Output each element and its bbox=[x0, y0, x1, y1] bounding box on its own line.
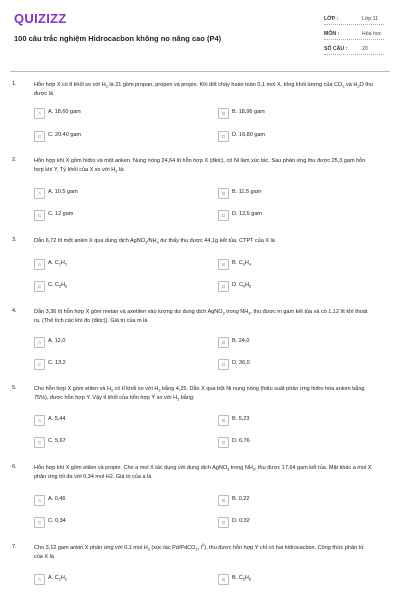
option-letter-box: A bbox=[34, 259, 45, 270]
option-c[interactable] bbox=[34, 359, 184, 371]
option-label: B. 18,96 gam bbox=[232, 109, 265, 115]
option-letter-box: D bbox=[218, 359, 229, 370]
option-label: A. 10,5 gam bbox=[48, 189, 78, 195]
meta-subject-value: Hóa học bbox=[362, 31, 382, 37]
option-letter-box: C bbox=[34, 210, 45, 221]
option-d[interactable] bbox=[218, 210, 368, 222]
option-a[interactable] bbox=[34, 415, 184, 427]
option-letter-box: D bbox=[218, 281, 229, 292]
option-b[interactable] bbox=[218, 495, 368, 507]
option-label: D. 0,32 bbox=[232, 518, 250, 524]
quizizz-logo: QUIZIZZ bbox=[14, 11, 67, 26]
question-text: Dẫn 6,72 lít một ankin X qua dung dịch $AgNO_3/NH_3$ dư thấy thu được 44,1g kết tủa. CTPT của X là bbox=[34, 238, 275, 245]
meta-subject-label: MÔN : bbox=[324, 31, 340, 37]
question-number: 7. bbox=[12, 544, 17, 550]
question-text: Hỗn hợp khí X gồm etilen và propin. Cho a mol X tác dụng với dung dịch AgNO$_3$ trong $NH_3$, thu được 17,64 gam kết tủa. Mặt khác a mol X phản ứng tối đa với 0,34 mol H2. Giá trị của a là bbox=[34, 465, 372, 480]
option-label: D. 12,5 gam bbox=[232, 211, 262, 217]
question-number: 3. bbox=[12, 237, 17, 243]
option-d[interactable] bbox=[218, 437, 368, 449]
option-label: C. 0,34 bbox=[48, 518, 66, 524]
option-label: D. 6,76 bbox=[232, 438, 250, 444]
option-label: B. 24,0 bbox=[232, 338, 250, 344]
option-letter-box: C bbox=[34, 359, 45, 370]
question-text: Hỗn hợp khí X gồm hiđro và một anken. Nung nóng 24,64 lít hỗn hợp X (đktc), có Ni làm xúc tác. Sau phản ứng thu được 25,3 gam hỗn hợp khí Y. Tỷ khối của X so với $H_2$ là: bbox=[34, 158, 366, 173]
option-letter-box: D bbox=[218, 131, 229, 142]
option-label: D. 36,0 bbox=[232, 360, 250, 366]
option-label: A. $C_2H_2$ bbox=[48, 575, 67, 582]
option-letter-box: B bbox=[218, 108, 229, 119]
option-label: A. 0,46 bbox=[48, 496, 66, 502]
option-a[interactable] bbox=[34, 108, 184, 120]
option-c[interactable] bbox=[34, 517, 184, 529]
option-label: B. $C_3H_4$ bbox=[232, 260, 251, 267]
option-label: C. 20,40 gam bbox=[48, 132, 82, 138]
option-c[interactable] bbox=[34, 131, 184, 143]
option-a[interactable] bbox=[34, 495, 184, 507]
meta-count-value: 20 bbox=[362, 46, 368, 52]
option-letter-box: D bbox=[218, 210, 229, 221]
question-number: 5. bbox=[12, 385, 17, 391]
option-letter-box: C bbox=[34, 437, 45, 448]
option-label: C. 13,2 bbox=[48, 360, 66, 366]
meta-divider bbox=[324, 24, 384, 25]
option-label: A. 12,0 bbox=[48, 338, 66, 344]
option-letter-box: B bbox=[218, 337, 229, 348]
option-label: B. $C_5H_8$ bbox=[232, 575, 251, 582]
meta-grade-value: Lớp 11 bbox=[362, 16, 378, 22]
option-c[interactable] bbox=[34, 281, 184, 293]
option-label: B. 0,22 bbox=[232, 496, 250, 502]
option-letter-box: B bbox=[218, 259, 229, 270]
option-letter-box: D bbox=[218, 517, 229, 528]
option-label: A. 5,44 bbox=[48, 416, 66, 422]
option-letter-box: D bbox=[218, 437, 229, 448]
option-c[interactable] bbox=[34, 437, 184, 449]
page-header bbox=[0, 0, 400, 72]
option-label: C. 5,67 bbox=[48, 438, 66, 444]
option-label: C. 12 gam bbox=[48, 211, 74, 217]
question-text: Dẫn 3,36 lít hỗn hợp X gồm metan và axetilen vào lượng dư dung dịch AgNO$_3$ trong $NH_3$, thu được m gam kết tủa và có 1,12 lít khí thoát ra. (Thể tích các khí đo (đktc)). Giá trị của m là bbox=[34, 309, 368, 324]
option-b[interactable] bbox=[218, 415, 368, 427]
option-letter-box: A bbox=[34, 108, 45, 119]
option-b[interactable] bbox=[218, 259, 368, 271]
page-title: 100 câu trắc nghiệm Hidrocacbon không no nâng cao (P4) bbox=[14, 34, 222, 43]
option-letter-box: B bbox=[218, 415, 229, 426]
option-label: B. 5,23 bbox=[232, 416, 250, 422]
option-letter-box: B bbox=[218, 574, 229, 585]
option-a[interactable] bbox=[34, 574, 184, 586]
option-letter-box: A bbox=[34, 415, 45, 426]
question-number: 6. bbox=[12, 464, 17, 470]
question-number: 1. bbox=[12, 81, 17, 87]
option-a[interactable] bbox=[34, 337, 184, 349]
option-letter-box: A bbox=[34, 495, 45, 506]
option-letter-box: A bbox=[34, 574, 45, 585]
option-label: D. $C_4H_6$ bbox=[232, 282, 252, 289]
meta-divider bbox=[324, 54, 384, 55]
question-number: 4. bbox=[12, 308, 17, 314]
header-separator bbox=[10, 71, 390, 72]
option-b[interactable] bbox=[218, 574, 368, 586]
meta-count-label: SỐ CÂU : bbox=[324, 46, 348, 52]
option-a[interactable] bbox=[34, 188, 184, 200]
question-text: Cho 3,12 gam ankin X phản ứng với 0,1 mol $H_2$ (xúc tác Pd/PdCO$_3$, $t^0$), thu được hỗn hợp Y chỉ có hai hiđrocacbon. Công thức phân tử của X là bbox=[34, 543, 364, 560]
option-label: A. 18,60 gam bbox=[48, 109, 81, 115]
question-text: Cho hỗn hợp X gồm etilen và $H_2$ có tỉ khối so với $H_2$ bằng 4,25. Dẫn X qua bột Ni nung nóng (hiệu suất phản ứng hiđro hóa anken bằng 75%), được hỗn hợp Y. Vậy tỉ khối của hỗn hợp Y so với $H_2$ bằng: bbox=[34, 386, 365, 401]
meta-grade-label: LỚP : bbox=[324, 16, 339, 22]
question-text: Hỗn hợp X có tỉ khối so với $H_2$ là 21 gồm propan, propen và propin. Khi đốt cháy hoàn toàn 0,1 mol X, tổng khối lượng của $CO_2$ và $H_2O$ thu được là bbox=[34, 82, 373, 97]
option-b[interactable] bbox=[218, 337, 368, 349]
option-letter-box: A bbox=[34, 337, 45, 348]
option-c[interactable] bbox=[34, 210, 184, 222]
option-d[interactable] bbox=[218, 131, 368, 143]
option-letter-box: B bbox=[218, 495, 229, 506]
option-a[interactable] bbox=[34, 259, 184, 271]
question-number: 2. bbox=[12, 157, 17, 163]
option-letter-box: B bbox=[218, 188, 229, 199]
option-letter-box: C bbox=[34, 517, 45, 528]
option-label: A. $C_2H_2$ bbox=[48, 260, 67, 267]
option-d[interactable] bbox=[218, 359, 368, 371]
meta-divider bbox=[324, 39, 384, 40]
option-label: B. 11,5 gam bbox=[232, 189, 262, 195]
option-d[interactable] bbox=[218, 281, 368, 293]
option-letter-box: A bbox=[34, 188, 45, 199]
option-letter-box: C bbox=[34, 281, 45, 292]
option-b[interactable] bbox=[218, 108, 368, 120]
option-letter-box: C bbox=[34, 131, 45, 142]
option-b[interactable] bbox=[218, 188, 368, 200]
option-label: D. 16,80 gam bbox=[232, 132, 266, 138]
option-label: C. $C_5H_8$ bbox=[48, 282, 68, 289]
option-d[interactable] bbox=[218, 517, 368, 529]
